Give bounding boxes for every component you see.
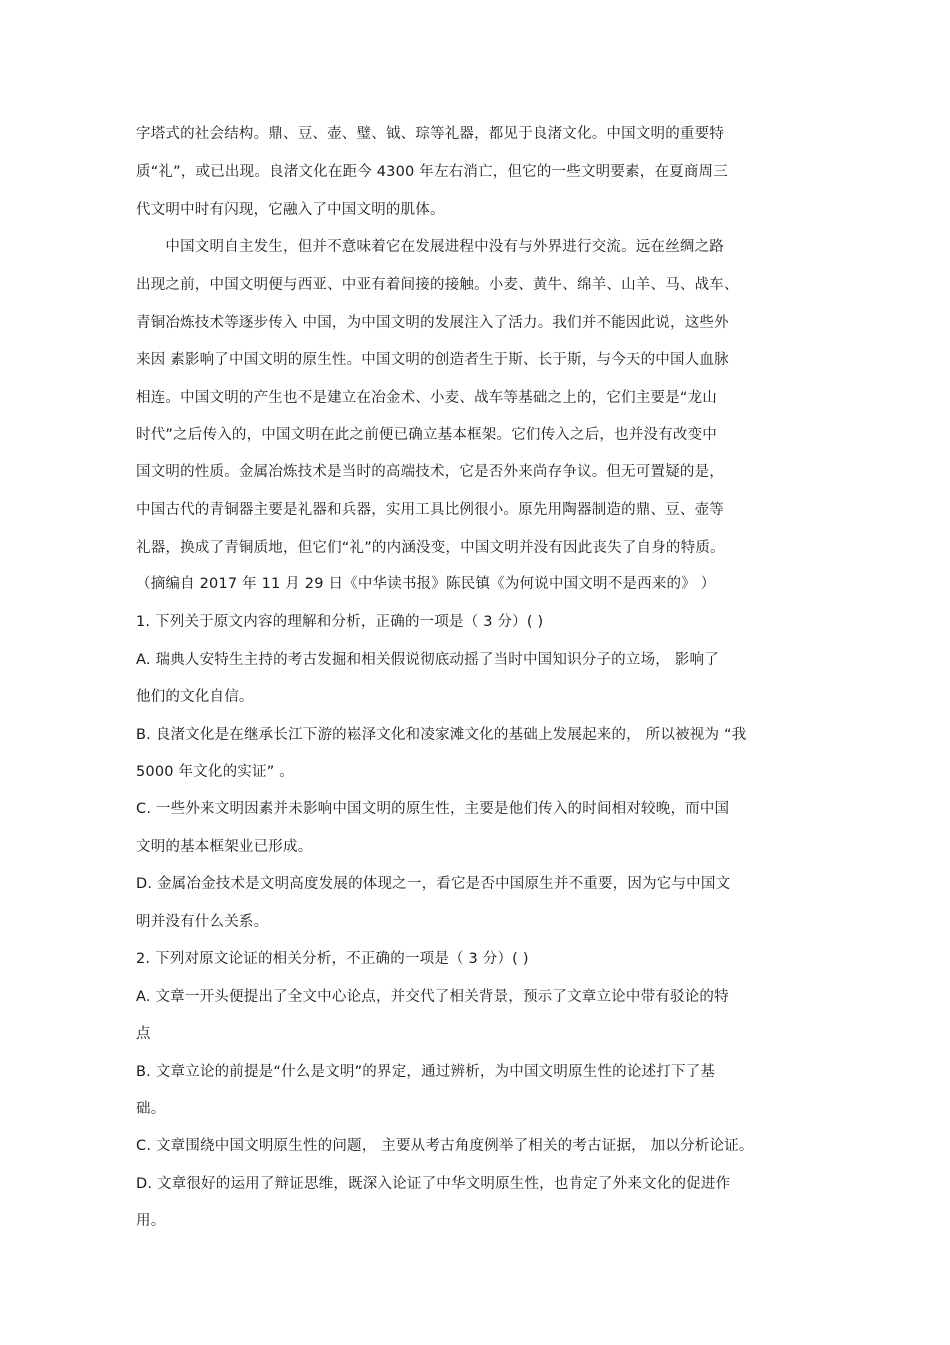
passage-line: 礼器，换成了青铜质地，但它们“礼”的内涵没变，中国文明并没有因此丧失了自身的特质。 [136, 540, 725, 556]
passage-line: 出现之前，中国文明便与西亚、中亚有着间接的接触。小麦、黄牛、绵羊、山羊、马、战车、 [136, 277, 739, 293]
passage-line: 中国古代的青铜器主要是礼器和兵器，实用工具比例很小。原先用陶器制造的鼎、豆、壶等 [136, 502, 724, 518]
question-2-stem: 2. 下列对原文论证的相关分析，不正确的一项是（ 3 分）( ) [136, 951, 529, 967]
passage-line: 相连。中国文明的产生也不是建立在冶金术、小麦、战车等基础之上的，它们主要是“龙山 [136, 390, 718, 406]
question-2-option-a: A. 文章一开头便提出了全文中心论点，并交代了相关背景，预示了文章立论中带有驳论的特 [136, 989, 729, 1005]
question-1-option-a: A. 瑞典人安特生主持的考古发掘和相关假说彻底动摇了当时中国知识分子的立场， 影响了 [136, 652, 719, 668]
passage-line: 质“礼”，或已出现。良渚文化在距今 4300 年左右消亡，但它的一些文明要素，在夏商周三 [136, 164, 728, 180]
passage-line: 时代”之后传入的，中国文明在此之前便已确立基本框架。它们传入之后，也并没有改变中 [136, 427, 718, 443]
passage-line: 来因 素影响了中国文明的原生性。中国文明的创造者生于斯、长于斯，与今天的中国人血脉 [136, 352, 729, 368]
question-1-stem: 1. 下列关于原文内容的理解和分析，正确的一项是（ 3 分）( ) [136, 614, 544, 630]
passage-line: 代文明中时有闪现，它融入了中国文明的肌体。 [136, 202, 445, 218]
passage-line: 中国文明自主发生，但并不意味着它在发展进程中没有与外界进行交流。远在丝绸之路 [136, 239, 724, 255]
question-2-option-b: 础。 [136, 1101, 166, 1117]
question-1-option-c: 文明的基本框架业已形成。 [136, 839, 313, 855]
source-citation: （摘编自 2017 年 11 月 29 日《中华读书报》陈民镇《为何说中国文明不是西来的》 ） [136, 576, 716, 592]
question-1-option-d: D. 金属冶金技术是文明高度发展的体现之一，看它是否中国原生并不重要，因为它与中国文 [136, 876, 731, 892]
question-2-option-d: D. 文章很好的运用了辩证思维，既深入论证了中华文明原生性，也肯定了外来文化的促进作 [136, 1176, 731, 1192]
question-2-option-a: 点 [136, 1026, 151, 1042]
question-1-option-b: B. 良渚文化是在继承长江下游的崧泽文化和凌家滩文化的基础上发展起来的， 所以被视为 “我 [136, 727, 747, 743]
question-1-option-a: 他们的文化自信。 [136, 689, 254, 705]
passage-line: 字塔式的社会结构。鼎、豆、壶、璧、钺、琮等礼器，都见于良渚文化。中国文明的重要特 [136, 126, 724, 142]
passage-line: 青铜冶炼技术等逐步传入 中国，为中国文明的发展注入了活力。我们并不能因此说，这些外 [136, 315, 729, 331]
question-2-option-c: C. 文章围绕中国文明原生性的问题， 主要从考古角度例举了相关的考古证据， 加以分析论证。 [136, 1138, 754, 1154]
question-1-option-b: 5000 年文化的实证” 。 [136, 764, 294, 780]
passage-line: 国文明的性质。金属冶炼技术是当时的高端技术，它是否外来尚存争议。但无可置疑的是， [136, 464, 724, 480]
question-2-option-d: 用。 [136, 1213, 166, 1229]
question-2-option-b: B. 文章立论的前提是“什么是文明”的界定，通过辨析，为中国文明原生性的论述打下了基 [136, 1064, 716, 1080]
question-1-option-d: 明并没有什么关系。 [136, 914, 269, 930]
question-1-option-c: C. 一些外来文明因素并未影响中国文明的原生性，主要是他们传入的时间相对较晚，而中国 [136, 801, 730, 817]
